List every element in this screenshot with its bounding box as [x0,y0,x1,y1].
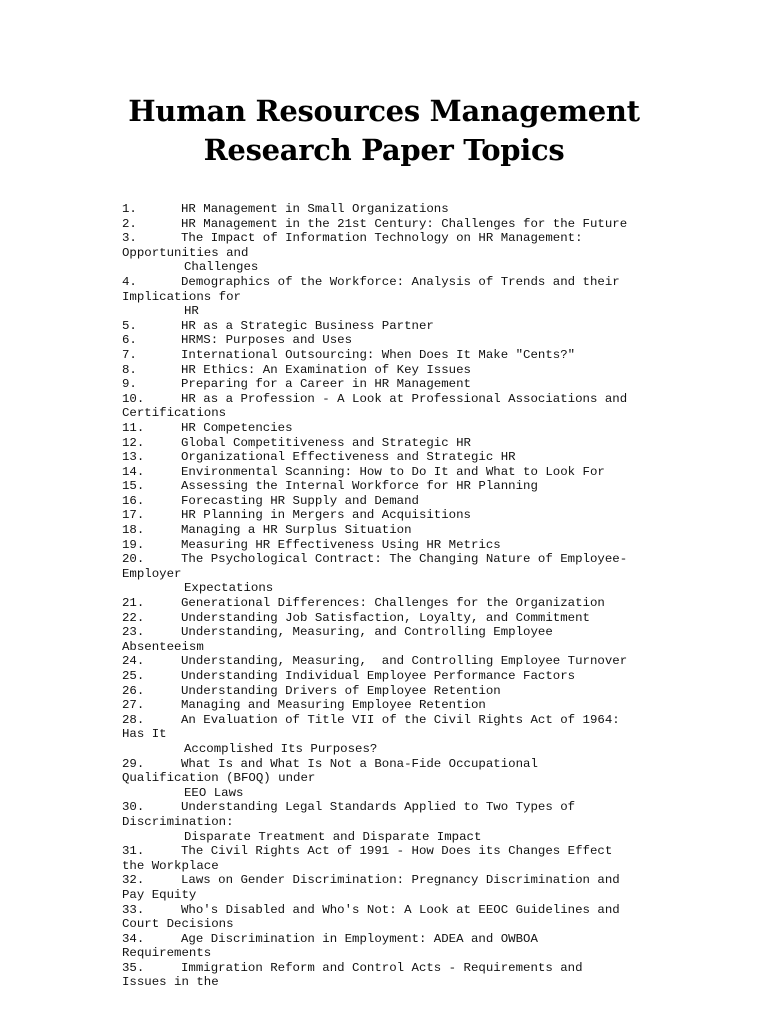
list-item-text: Understanding Legal Standards Applied to Two Types of [181,800,576,815]
list-item-number: 12. [122,435,145,450]
list-item [122,333,682,348]
list-item-number: 1. [122,202,137,216]
list-item-number: 14. [122,464,145,479]
list-item-text: Has It [122,727,167,742]
list-item-number: 17. [122,508,145,523]
list-item-text: Age Discrimination in Employment: ADEA and OWBOA [181,931,538,946]
list-item-text: Assessing the Internal Workforce for HR Planning [181,479,538,494]
list-item-continuation [122,946,682,961]
list-item-text: HR Ethics: An Examination of Key Issues [181,362,471,377]
list-item-text: Expectations [184,581,274,596]
list-item [122,932,682,947]
list-item-continuation [122,260,682,275]
list-item [122,465,682,480]
list-item-text: The Impact of Information Technology on HR Management: [181,231,583,246]
list-item [122,903,682,918]
list-item-number: 19. [122,537,145,552]
list-item-text: Qualification (BFOQ) under [122,771,316,786]
list-item [122,698,682,713]
list-item [122,625,682,640]
list-item-continuation [122,304,682,319]
list-item-text: Implications for [122,289,241,304]
list-item-number: 23. [122,625,145,640]
list-item-number: 22. [122,610,145,625]
list-item-text: The Psychological Contract: The Changing Nature of Employee- [181,552,628,567]
list-item [122,348,682,363]
list-item-number: 27. [122,698,145,713]
list-item-text: Disparate Treatment and Disparate Impact [184,829,482,844]
list-item-number: 24. [122,654,145,669]
list-item [122,538,682,553]
title-line-1: Human Resources Management [128,94,640,128]
list-item-continuation [122,859,682,874]
list-item-number: 4. [122,274,137,289]
list-item-text: Employer [122,566,182,581]
list-item-number: 8. [122,362,137,377]
list-item-continuation [122,290,682,305]
list-item [122,421,682,436]
list-item [122,757,682,772]
list-item [122,494,682,509]
list-item [122,596,682,611]
list-item-text: Organizational Effectiveness and Strategic HR [181,450,516,465]
list-item-number: 32. [122,873,145,888]
list-item-text: Understanding Job Satisfaction, Loyalty, and Commitment [181,610,590,625]
list-item [122,450,682,465]
list-item-text: Measuring HR Effectiveness Using HR Metrics [181,537,501,552]
list-item-text: Managing a HR Surplus Situation [181,523,412,538]
list-item-text: Forecasting HR Supply and Demand [181,493,419,508]
list-item-text: International Outsourcing: When Does It Make "Cents?" [181,347,576,362]
list-item-number: 30. [122,800,145,815]
list-item-text: Opportunities and [122,245,249,260]
list-item [122,684,682,699]
list-item-number: 35. [122,960,145,975]
list-item-text: Issues in the [122,975,219,990]
list-item-text: HR Planning in Mergers and Acquisitions [181,508,471,523]
list-item-continuation [122,581,682,596]
list-item-number: 15. [122,479,145,494]
list-item-text: Who's Disabled and Who's Not: A Look at EEOC Guidelines and [181,902,620,917]
list-item [122,523,682,538]
list-item-number: 28. [122,712,145,727]
list-item-text: Environmental Scanning: How to Do It and What to Look For [181,464,605,479]
list-item-continuation [122,771,682,786]
topic-list [122,202,682,990]
list-item [122,319,682,334]
list-item-continuation [122,975,682,990]
list-item-text: Requirements [122,946,212,961]
list-item-text: Understanding Drivers of Employee Retention [181,683,501,698]
list-item-text: What Is and What Is Not a Bona-Fide Occupational [181,756,538,771]
list-item [122,377,682,392]
list-item-text: HR [184,304,199,319]
list-item-text: HR Management in the 21st Century: Challenges for the Future [181,216,628,231]
list-item-number: 18. [122,523,145,538]
list-item [122,202,682,217]
list-item-text: Court Decisions [122,917,234,932]
list-item-number: 7. [122,347,137,362]
list-item-number: 34. [122,931,145,946]
list-item-continuation [122,830,682,845]
list-item-continuation [122,727,682,742]
list-item-continuation [122,917,682,932]
list-item-text: EEO Laws [184,785,244,800]
list-item-text: Global Competitiveness and Strategic HR [181,435,471,450]
list-item-number: 26. [122,683,145,698]
list-item [122,844,682,859]
list-item-number: 10. [122,391,145,406]
list-item-continuation [122,246,682,261]
list-item-number: 3. [122,231,137,246]
list-item-text: An Evaluation of Title VII of the Civil Rights Act of 1964: [181,712,620,727]
list-item-continuation [122,567,682,582]
list-item [122,552,682,567]
list-item-text: Certifications [122,406,227,421]
list-item [122,508,682,523]
list-item [122,873,682,888]
list-item-text: Demographics of the Workforce: Analysis of Trends and their [181,274,620,289]
list-item [122,275,682,290]
list-item-number: 21. [122,596,145,611]
list-item-continuation [122,888,682,903]
list-item-text: Understanding, Measuring, and Controlling Employee [181,625,553,640]
list-item-text: Preparing for a Career in HR Management [181,377,471,392]
list-item [122,669,682,684]
list-item-number: 2. [122,216,137,231]
list-item [122,961,682,976]
list-item [122,392,682,407]
list-item-number: 29. [122,756,145,771]
list-item-number: 11. [122,420,145,435]
list-item [122,800,682,815]
list-item-text: Pay Equity [122,887,197,902]
list-item-text: HR as a Profession - A Look at Professional Associations and [181,391,628,406]
list-item-number: 5. [122,318,137,333]
list-item [122,217,682,232]
list-item [122,436,682,451]
list-item [122,654,682,669]
list-item-continuation [122,742,682,757]
list-item-continuation [122,815,682,830]
list-item-text: Laws on Gender Discrimination: Pregnancy Discrimination and [181,873,620,888]
list-item-number: 25. [122,669,145,683]
list-item-number: 31. [122,844,145,859]
list-item-text: the Workplace [122,858,219,873]
list-item-text: HR as a Strategic Business Partner [181,318,434,333]
list-item-text: HR Competencies [181,420,293,435]
list-item [122,713,682,728]
list-item-continuation [122,786,682,801]
list-item-continuation [122,640,682,655]
list-item [122,363,682,378]
list-item [122,479,682,494]
list-item-text: Immigration Reform and Control Acts - Requirements and [181,960,583,975]
list-item-text: Understanding Individual Employee Performance Factors [181,669,576,683]
title-line-2: Research Paper Topics [203,133,565,167]
list-item-text: The Civil Rights Act of 1991 - How Does its Changes Effect [181,844,613,859]
list-item-text: Accomplished Its Purposes? [184,741,378,756]
list-item-text: Generational Differences: Challenges for the Organization [181,596,605,611]
list-item-text: Managing and Measuring Employee Retention [181,698,486,713]
list-item-text: HR Management in Small Organizations [181,202,449,216]
list-item-text: Discrimination: [122,814,234,829]
list-item-number: 6. [122,333,137,348]
list-item-number: 16. [122,493,145,508]
list-item [122,231,682,246]
list-item-text: Understanding, Measuring, and Controlling Employee Turnover [181,654,628,669]
page-title [0,92,768,170]
list-item-text: HRMS: Purposes and Uses [181,333,353,348]
list-item-continuation [122,406,682,421]
list-item-number: 20. [122,552,145,567]
list-item [122,611,682,626]
list-item-number: 13. [122,450,145,465]
list-item-number: 9. [122,377,137,392]
list-item-text: Absenteeism [122,639,204,654]
list-item-text: Challenges [184,260,259,275]
list-item-number: 33. [122,902,145,917]
